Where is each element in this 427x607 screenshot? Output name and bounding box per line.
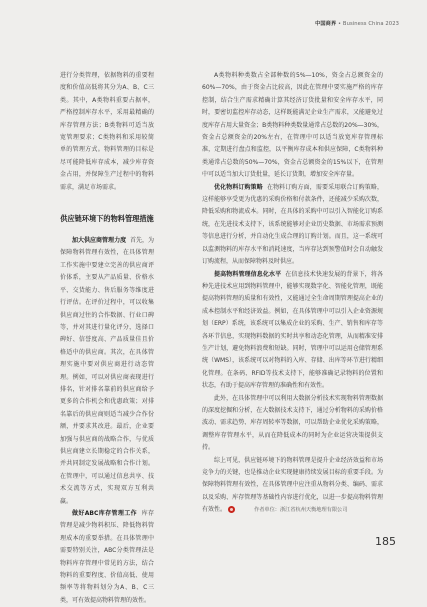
paragraph-abc-text: 库存管理是减少物料积压、降低物料管理成本的重要举措。在具体管理中需要特别关注，ABC分类管理法是物料库存管理中常见的方法，结合物料的重要程度、价值高低、使用频率等将物料划分为A、B、C三类，可有效提高物料管理的效性。 xyxy=(60,510,154,604)
paragraph-abc-classes: A类物料种类数占全部种数的5%—10%，资金占总额资金的60%—70%，由于资金占比较高，因此在管理中要实施严格的库存控制，结合生产需求精确计算其经济订货批量和安全库存水平，同时，要密切监控库存动态，这样既能满足企业生产需求，又能避免过度库存占用大量资金；B类物料种类数量通常占总数的20%—30%，资金占总额资金的20%左右，在管理中可以适当放宽库存管理标准，定期进行盘点和监控，以平衡库存成本和供应保障，C类物料种类通常占总数的50%—70%，资金占总额资金的15%以下，在管理中可以适当加大订货批量，延长订货期，增加安全库存量。 xyxy=(202,72,383,179)
paragraph-intro: 进行分类管理，依据物料的重要程度和价值高低将其分为A、B、C三类。其中，A类物料重要占据率，严格控制库存水平，采用最精确的库存管理方法；B类物料可适当放宽管理要求；C类物料和采用较简单的管理方式。物料管理的目标是尽可能降低库存成本，减少库存资金占用，并保障生产过程中的物料需求，满足市场需求。 xyxy=(60,72,154,191)
keyword-abc-inventory: 做好ABC库存管理工作 xyxy=(72,510,138,517)
header-subtitle: Business China 2023 xyxy=(342,21,399,27)
section-title: 供应链环境下的物料管理措施 xyxy=(60,214,154,224)
paragraph-ordering-strategy xyxy=(202,182,383,269)
page-number: 185 xyxy=(375,535,396,548)
paragraph-supplier-text: 首先，为保障物料管理有效性，在具体管理工作实施中要建立完善的供应商评价体系，主要从产品质量、价格水平、交货能力、售后服务等维度进行评估。在评价过程中，可以收集供应商过往的合作数据、行业口碑等，并对其进行量化评分，选择口碑好、信誉度高、产品质量佳且价格适中的供应商。其次，在具体管理实施中要对供应商进行动态管理。例如，可以对供应商表现进行排名，针对排名靠前的供应商给予更多的合作机会和优惠政策；对排名靠后的供应商则适当减少合作份额，并要求其改进。最后，企业要加强与供应商的战略合作，与优质供应商建立长期稳定的合作关系，并共同制定发展战略和合作计划。在管理中，可以通过信息共享、技术交流等方式，实现双方互利共赢。 xyxy=(60,237,154,505)
paragraph-ordering-text: 在物料订购方面，需要采用联合订购策略，这样能够享受更为优惠的采购价格和付款条件，还能减少采购次数，降低采购和物流成本。同时，在具体的采购中可以引入智能化订购系统，在先进技术支持下，该系统能够对企业历史数据、市场需求预测等信息进行分析，并自动化生成合理的订购计划。而且，这一系统可以监测物料的库存水平和消耗速度，当库存达到预警值时会自动触发订购流程，从而保障物料及时供应。 xyxy=(202,183,383,266)
paragraph-informatization-text: 在信息技术快速发展的背景下，将各种先进技术应用到物料管理中，能够实现数字化、智能化管理，既能提高物料管理的质量和有效性，又能通过全生命周期管理提高企业的成本控制水平和经济效益。例如，在具体管理中可以引入企业资源规划（ERP）系统，该系统可以集成企业的采购、生产、销售和库存等各环节信息，实现物料数据的实时共享和动态化管理，从而精准安排生产计划，避免物料浪费和短缺。同时，管理中可以运用仓储管理系统（WMS），该系统可以对物料的入库、存储、出库等环节进行精细化管理。在条码、RFID等技术支持下，能够准确记录物料的位置和状态，有助于提高库存管理的准确性和有效性。 xyxy=(202,270,383,390)
paragraph-informatization xyxy=(202,269,383,393)
author-affiliation: 作者单位：浙江省杭州天衡地理有限公司 xyxy=(254,507,348,513)
left-column xyxy=(60,70,154,607)
paragraph-abc-inventory xyxy=(60,508,154,607)
paragraph-big-data: 此外，在具体管理中可以利用大数据分析技术实现物料管理数据的深度挖掘和分析，在大数据技术支持下，通过分析物料的采购价格波动、需求趋势、库存周转率等数据，可以帮助企业优化采购策略，调整库存管理水平，从而在降低成本的同时为企业运营决策提供支持。 xyxy=(202,394,383,452)
header-separator: • xyxy=(336,21,343,27)
keyword-supplier-management: 加大供应商管理力度 xyxy=(72,237,127,245)
end-mark-icon xyxy=(228,506,235,513)
right-column xyxy=(202,70,383,517)
running-header xyxy=(315,20,399,27)
header-brand: 中国商界 xyxy=(315,21,337,27)
paragraph-supplier-management xyxy=(60,235,154,508)
keyword-ordering-strategy: 优化物料订购策略 xyxy=(214,183,263,191)
paragraph-conclusion-text: 综上可见，供应链环境下的物料管理是提升企业经济效益和市场竞争力的关键，也是推动企业实现健康持续发展目标的重要手段。为保障物料管理有效性，在具体管理中应注重从物料分类、编码、需求以及采购、库存管理等基础性内容进行优化，以进一步提高物料管理有效性。 xyxy=(202,456,383,514)
keyword-informatization: 提高物料管理信息化水平 xyxy=(214,270,282,278)
